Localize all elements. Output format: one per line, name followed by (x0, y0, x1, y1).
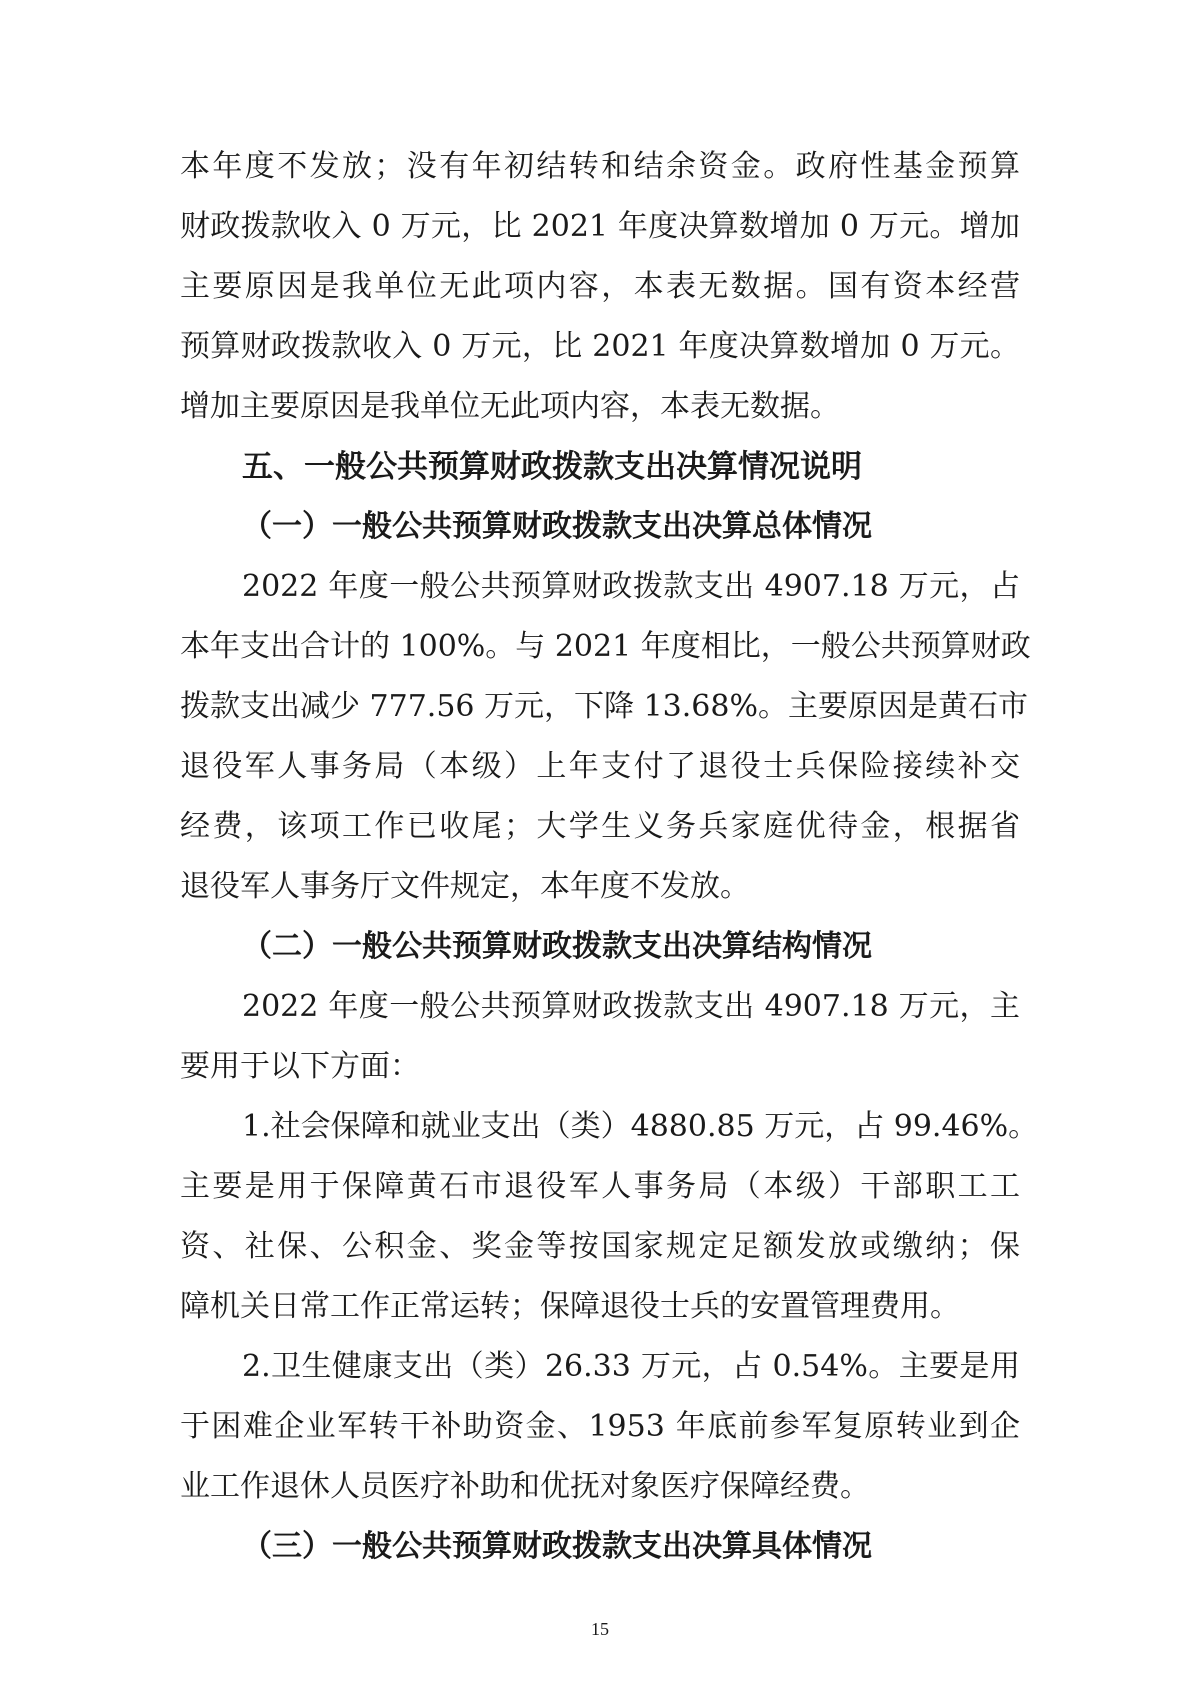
list-item-line: 2.卫生健康支出（类）26.33 万元，占 0.54%。主要是用 (242, 1349, 1020, 1384)
list-item-line: 1.社会保障和就业支出（类）4880.85 万元，占 99.46%。 (242, 1109, 1039, 1144)
list-item-line: 业工作退休人员医疗补助和优抚对象医疗保障经费。 (180, 1469, 870, 1504)
subsection-heading: （一）一般公共预算财政拨款支出决算总体情况 (242, 509, 872, 544)
paragraph-line: 退役军人事务局（本级）上年支付了退役士兵保险接续补交 (180, 749, 1020, 784)
paragraph-line: 本年度不发放；没有年初结转和结余资金。政府性基金预算 (180, 149, 1020, 184)
paragraph-line: 2022 年度一般公共预算财政拨款支出 4907.18 万元，主 (242, 989, 1020, 1024)
paragraph-line: 财政拨款收入 0 万元，比 2021 年度决算数增加 0 万元。增加 (180, 209, 1020, 244)
paragraph-line: 拨款支出减少 777.56 万元，下降 13.68%。主要原因是黄石市 (180, 689, 1028, 724)
paragraph-line: 经费，该项工作已收尾；大学生义务兵家庭优待金，根据省 (180, 809, 1020, 844)
paragraph-line: 退役军人事务厅文件规定，本年度不发放。 (180, 869, 750, 904)
paragraph-line: 预算财政拨款收入 0 万元，比 2021 年度决算数增加 0 万元。 (180, 329, 1020, 364)
paragraph-line: 2022 年度一般公共预算财政拨款支出 4907.18 万元，占 (242, 569, 1020, 604)
paragraph-line: 本年支出合计的 100%。与 2021 年度相比，一般公共预算财政 (180, 629, 1031, 664)
list-item-line: 于困难企业军转干补助资金、1953 年底前参军复原转业到企 (180, 1409, 1020, 1444)
list-item-line: 资、社保、公积金、奖金等按国家规定足额发放或缴纳；保 (180, 1229, 1020, 1264)
page-number: 15 (591, 1619, 609, 1639)
subsection-heading: （三）一般公共预算财政拨款支出决算具体情况 (242, 1529, 872, 1564)
paragraph-line: 增加主要原因是我单位无此项内容，本表无数据。 (180, 389, 840, 424)
subsection-heading: （二）一般公共预算财政拨款支出决算结构情况 (242, 929, 872, 964)
paragraph-line: 主要原因是我单位无此项内容，本表无数据。国有资本经营 (180, 269, 1020, 304)
list-item-line: 障机关日常工作正常运转；保障退役士兵的安置管理费用。 (180, 1289, 960, 1324)
list-item-line: 主要是用于保障黄石市退役军人事务局（本级）干部职工工 (180, 1169, 1020, 1204)
paragraph-line: 要用于以下方面： (180, 1049, 420, 1084)
section-heading: 五、一般公共预算财政拨款支出决算情况说明 (242, 449, 862, 485)
